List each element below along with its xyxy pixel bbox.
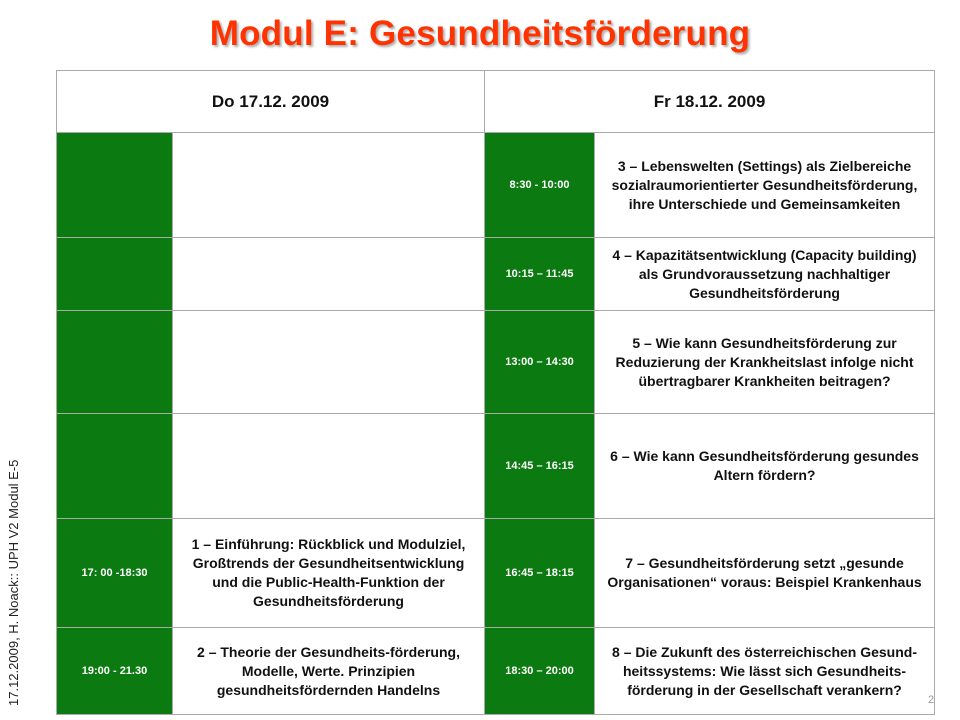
day2-time-cell: 10:15 – 11:45 <box>485 238 595 311</box>
day2-time-cell: 8:30 - 10:00 <box>485 133 595 238</box>
day1-topic-cell <box>173 414 485 519</box>
schedule-table <box>56 70 935 715</box>
day1-topic-cell <box>173 311 485 414</box>
table-row <box>57 628 935 715</box>
day1-time-cell <box>57 311 173 414</box>
day2-time-cell: 13:00 – 14:30 <box>485 311 595 414</box>
table-row <box>57 133 935 238</box>
day2-topic-cell: 7 – Gesundheitsförderung setzt „gesunde Organisationen“ voraus: Beispiel Krankenhaus <box>595 519 935 628</box>
day1-topic-cell: 1 – Einführung: Rückblick und Modulziel, Großtrends der Gesundheitsentwicklung und die Public-Health-Funktion der Gesundheitsförderung <box>173 519 485 628</box>
day2-time-cell: 18:30 – 20:00 <box>485 628 595 715</box>
day1-header: Do 17.12. 2009 <box>57 71 485 133</box>
day1-time-cell <box>57 238 173 311</box>
day1-time-cell: 19:00 - 21.30 <box>57 628 173 715</box>
page-title: Modul E: Gesundheitsförderung <box>209 14 751 53</box>
day2-topic-cell: 4 – Kapazitätsentwicklung (Capacity building) als Grundvoraussetzung nachhaltiger Gesundheitsförderung <box>595 238 935 311</box>
side-footer-label: 17.12.2009, H. Noack:: UPH V2 Modul E-5 <box>6 459 21 706</box>
header-row <box>57 71 935 133</box>
day2-header: Fr 18.12. 2009 <box>485 71 935 133</box>
day1-time-cell <box>57 133 173 238</box>
day1-time-cell: 17: 00 -18:30 <box>57 519 173 628</box>
page-number: 2 <box>928 694 935 706</box>
day2-topic-cell: 3 – Lebenswelten (Settings) als Zielbereiche sozialraumorientierter Gesundheitsförderung, ihre Unterschiede und Gemeinsamkeiten <box>595 133 935 238</box>
day2-topic-cell: 6 – Wie kann Gesundheitsförderung gesundes Altern fördern? <box>595 414 935 519</box>
table-row <box>57 414 935 519</box>
day2-time-cell: 14:45 – 16:15 <box>485 414 595 519</box>
table-row <box>57 238 935 311</box>
day1-topic-cell <box>173 133 485 238</box>
day2-topic-cell: 5 – Wie kann Gesundheitsförderung zur Reduzierung der Krankheitslast infolge nicht übertragbarer Krankheiten beitragen? <box>595 311 935 414</box>
table-row <box>57 519 935 628</box>
day1-time-cell <box>57 414 173 519</box>
day1-topic-cell <box>173 238 485 311</box>
day2-topic-cell: 8 – Die Zukunft des österreichischen Gesund-heitssystems: Wie lässt sich Gesundheits-förderung in der Gesellschaft verankern? <box>595 628 935 715</box>
table-row <box>57 311 935 414</box>
day2-time-cell: 16:45 – 18:15 <box>485 519 595 628</box>
day1-topic-cell: 2 – Theorie der Gesundheits-förderung, Modelle, Werte. Prinzipien gesundheitsfördernden Handelns <box>173 628 485 715</box>
